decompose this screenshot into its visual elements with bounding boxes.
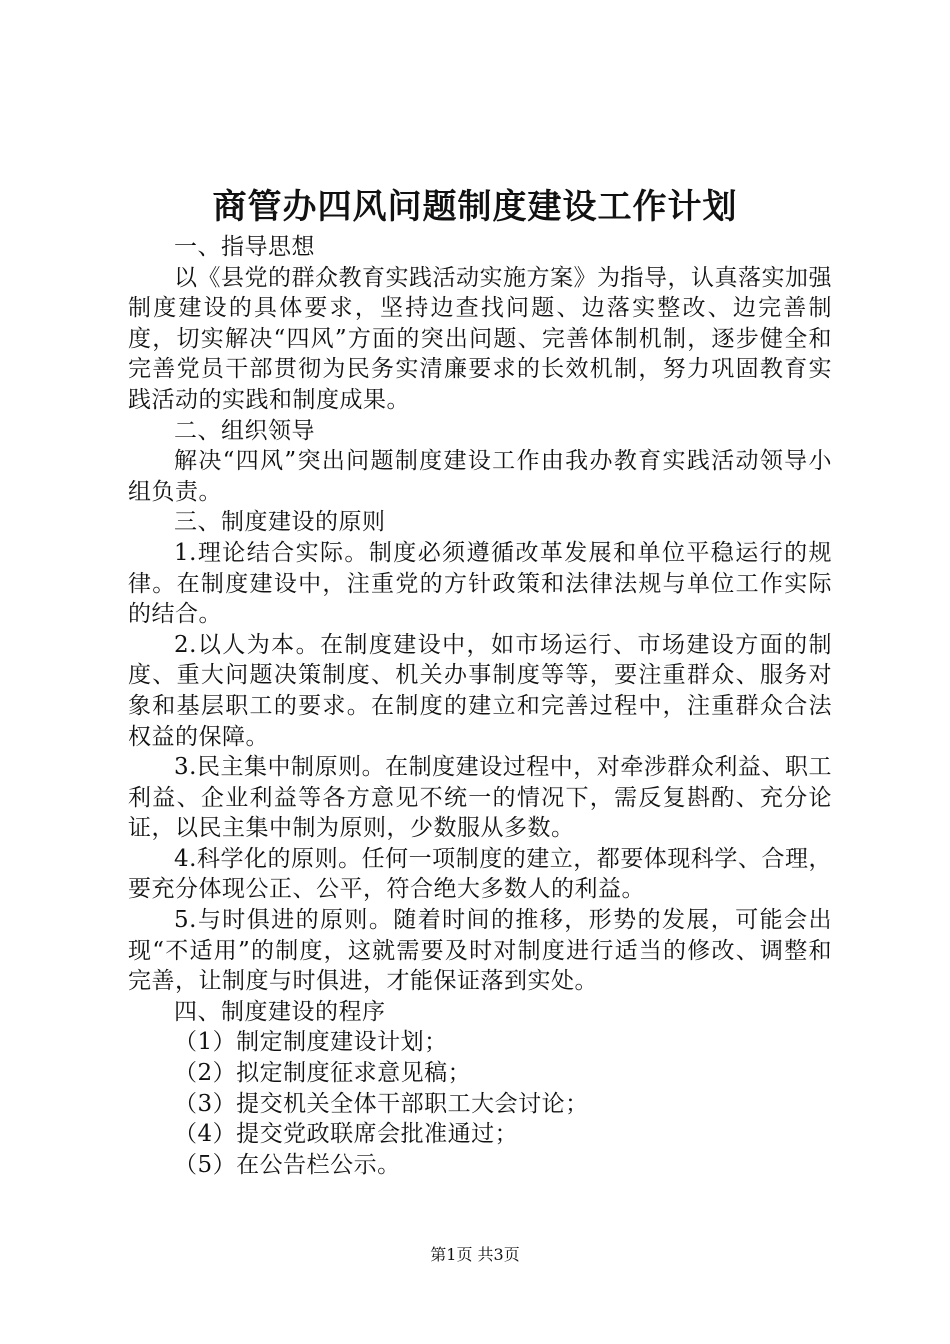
paragraph-organization: 解决“四风”突出问题制度建设工作由我办教育实践活动领导小组负责。 <box>128 448 832 505</box>
procedure-step-5: （5）在公告栏公示。 <box>174 1151 401 1178</box>
principle-item-5: 5.与时俱进的原则。随着时间的推移，形势的发展，可能会出现“不适用”的制度，这就需要及时对制度进行适当的修改、调整和完善，让制度与时俱进，才能保证落到实处。 <box>128 907 832 995</box>
section-heading-guiding-ideology: 一、指导思想 <box>174 234 315 260</box>
document-body <box>128 232 832 1180</box>
section-heading-principles: 三、制度建设的原则 <box>174 509 386 536</box>
principle-item-3: 3.民主集中制原则。在制度建设过程中，对牵涉群众利益、职工利益、企业利益等各方意见不统一的情况下，需反复斟酌、充分论证，以民主集中制为原则，少数服从多数。 <box>128 754 832 842</box>
section-heading-procedure: 四、制度建设的程序 <box>174 998 386 1025</box>
paragraph-guiding-ideology: 以《县党的群众教育实践活动实施方案》为指导，认真落实加强制度建设的具体要求，坚持边查找问题、边落实整改、边完善制度，切实解决“四风”方面的突出问题、完善体制机制，逐步健全和完善党员干部贯彻为民务实清廉要求的长效机制，努力巩固教育实践活动的实践和制度成果。 <box>128 264 832 413</box>
procedure-step-2: （2）拟定制度征求意见稿； <box>174 1060 472 1087</box>
procedure-step-4: （4）提交党政联席会批准通过； <box>174 1121 519 1148</box>
principle-item-2: 2.以人为本。在制度建设中，如市场运行、市场建设方面的制度、重大问题决策制度、机关办事制度等等，要注重群众、服务对象和基层职工的要求。在制度的建立和完善过程中，注重群众合法权益的保障。 <box>128 631 832 750</box>
principle-item-4: 4.科学化的原则。任何一项制度的建立，都要体现科学、合理，要充分体现公正、公平，符合绝大多数人的利益。 <box>128 845 832 903</box>
principle-item-1: 1.理论结合实际。制度必须遵循改革发展和单位平稳运行的规律。在制度建设中，注重党的方针政策和法律法规与单位工作实际的结合。 <box>128 539 832 628</box>
procedure-step-1: （1）制定制度建设计划； <box>174 1029 448 1056</box>
section-heading-organization: 二、组织领导 <box>174 417 315 444</box>
document-title: 商管办四风问题制度建设工作计划 <box>212 187 738 227</box>
page-number-footer: 第1页 共3页 <box>430 1245 520 1264</box>
procedure-step-3: （3）提交机关全体干部职工大会讨论； <box>174 1090 589 1117</box>
